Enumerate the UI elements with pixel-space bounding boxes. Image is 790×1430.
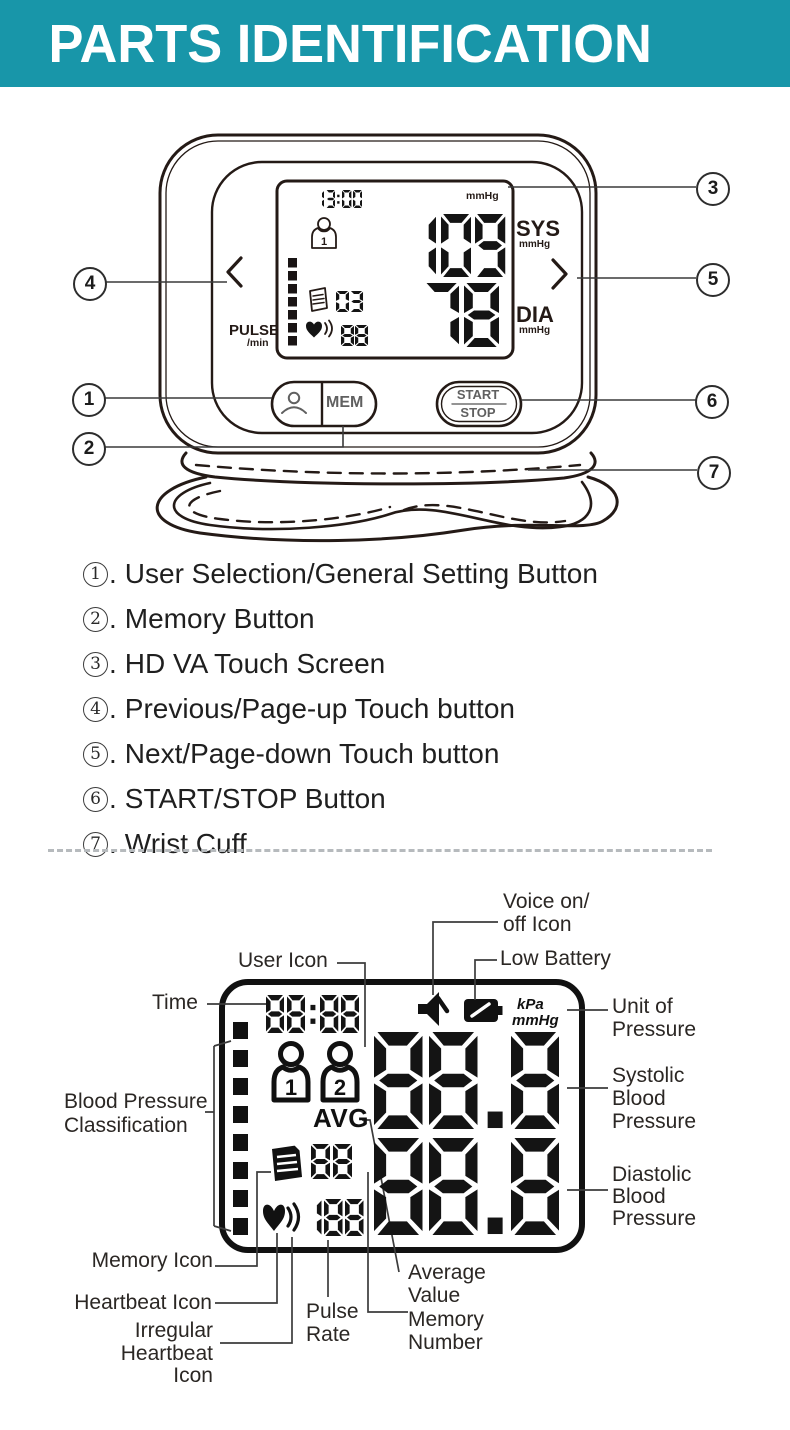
callout-3 bbox=[696, 172, 730, 206]
label-memory-number: Memory Number bbox=[408, 1308, 484, 1354]
label-systolic: Systolic Blood Pressure bbox=[612, 1064, 697, 1133]
parts-list-item: 5 . Next/Page-down Touch button bbox=[83, 737, 598, 771]
label-memory-icon: Memory Icon bbox=[91, 1249, 213, 1272]
parts-list-item: 3 . HD VA Touch Screen bbox=[83, 647, 598, 681]
item-label: Wrist Cuff bbox=[124, 828, 247, 859]
item-label: Previous/Page-up Touch button bbox=[124, 693, 515, 724]
screen-memory-value bbox=[336, 291, 364, 312]
callout-1-num: 1 bbox=[83, 389, 95, 410]
header-banner bbox=[0, 0, 790, 87]
screen-dia-label: DIA bbox=[516, 302, 554, 327]
label-heartbeat-icon: Heartbeat Icon bbox=[74, 1291, 212, 1314]
user1-number: 1 bbox=[284, 1075, 298, 1100]
lcd-avg-label: AVG bbox=[313, 1103, 369, 1133]
callout-7-num: 7 bbox=[708, 462, 720, 483]
callout-6-num: 6 bbox=[706, 391, 718, 412]
label-pulse-rate: Pulse Rate bbox=[306, 1300, 359, 1346]
callout-2 bbox=[72, 432, 106, 466]
lcd-memory-display bbox=[311, 1144, 352, 1179]
lcd-unit-mmhg: mmHg bbox=[512, 1012, 559, 1029]
mem-button-label: MEM bbox=[326, 394, 364, 411]
label-user-icon: User Icon bbox=[238, 949, 328, 972]
callout-2-num: 2 bbox=[83, 438, 95, 459]
callout-5 bbox=[696, 263, 730, 297]
callout-5-num: 5 bbox=[707, 269, 719, 290]
item-label: Memory Button bbox=[124, 603, 315, 634]
parts-list-item: 2 . Memory Button bbox=[83, 602, 598, 636]
section-divider bbox=[48, 849, 712, 852]
item-num: 7 bbox=[83, 832, 108, 857]
lcd-unit-kpa: kPa bbox=[517, 996, 544, 1013]
callout-3-num: 3 bbox=[707, 178, 719, 199]
parts-list-item: 1 . User Selection/General Setting Button bbox=[83, 557, 598, 591]
screen-pulse-label: PULSE bbox=[229, 322, 280, 339]
item-label: User Selection/General Setting Button bbox=[124, 558, 598, 589]
screen-sys-unit: mmHg bbox=[519, 239, 551, 250]
callout-4-num: 4 bbox=[84, 273, 96, 294]
item-label: START/STOP Button bbox=[124, 783, 386, 814]
start-button-label: START bbox=[456, 387, 500, 402]
callout-4 bbox=[73, 267, 107, 301]
label-unit-of-pressure: Unit of Pressure bbox=[612, 995, 697, 1041]
screen-dia-unit: mmHg bbox=[519, 325, 551, 336]
label-time: Time bbox=[152, 991, 198, 1014]
callout-1 bbox=[72, 383, 106, 417]
device-illustration bbox=[60, 120, 740, 560]
user1-icon bbox=[274, 1044, 308, 1101]
screen-dia-value bbox=[424, 283, 499, 347]
lcd-systolic-display bbox=[374, 1032, 559, 1129]
screen-sys-label: SYS bbox=[516, 216, 561, 241]
bp-classification-bar-small bbox=[288, 258, 297, 346]
item-num: 4 bbox=[83, 697, 108, 722]
screen-top-unit: mmHg bbox=[466, 190, 499, 202]
label-low-battery: Low Battery bbox=[500, 947, 611, 970]
stop-button-label: STOP bbox=[460, 405, 496, 420]
lcd-pulse-display bbox=[303, 1199, 364, 1236]
lcd-diastolic-display bbox=[374, 1138, 559, 1235]
parts-list-item: 4 . Previous/Page-up Touch button bbox=[83, 692, 598, 726]
callout-6 bbox=[695, 385, 729, 419]
label-diastolic: Diastolic Blood Pressure bbox=[612, 1163, 697, 1230]
page-title: PARTS IDENTIFICATION bbox=[48, 13, 652, 74]
item-label: HD VA Touch Screen bbox=[124, 648, 386, 679]
svg-text:1: 1 bbox=[320, 236, 328, 248]
wrist-cuff bbox=[157, 453, 617, 541]
parts-list bbox=[83, 557, 598, 861]
parts-list-item: 6 . START/STOP Button bbox=[83, 782, 598, 816]
item-num: 5 bbox=[83, 742, 108, 767]
parts-list-item: 7 . Wrist Cuff bbox=[83, 827, 598, 861]
item-num: 1 bbox=[83, 562, 108, 587]
memory-icon-small bbox=[310, 288, 327, 311]
item-label: Next/Page-down Touch button bbox=[124, 738, 500, 769]
screen-pulse-unit: /min bbox=[247, 337, 269, 349]
item-num: 3 bbox=[83, 652, 108, 677]
label-average-value: Average Value bbox=[408, 1261, 486, 1307]
screen-pulse-value bbox=[341, 325, 369, 346]
low-battery-icon bbox=[464, 999, 503, 1022]
screen-sys-value bbox=[406, 214, 506, 277]
label-voice: Voice on/ off Icon bbox=[503, 890, 590, 936]
lcd-time-display bbox=[266, 995, 359, 1033]
user2-number: 2 bbox=[333, 1075, 347, 1100]
callout-7 bbox=[697, 456, 731, 490]
label-irregular-heartbeat: Irregular Heartbeat Icon bbox=[120, 1319, 213, 1387]
user2-icon bbox=[323, 1044, 357, 1101]
screen-time-display bbox=[315, 190, 362, 208]
item-num: 6 bbox=[83, 787, 108, 812]
memory-icon bbox=[272, 1144, 302, 1181]
label-bp-classification: Blood Pressure Classification bbox=[64, 1090, 208, 1137]
item-num: 2 bbox=[83, 607, 108, 632]
